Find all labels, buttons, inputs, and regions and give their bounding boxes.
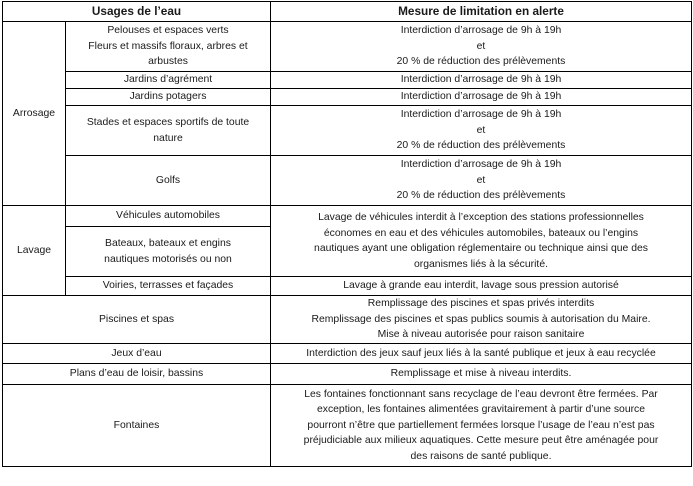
table-row: [3, 22, 692, 72]
measure-text: Remplissage des piscines et spas publics soumis à autorisation du Maire.: [311, 313, 651, 325]
measure-cell: [271, 106, 692, 156]
measure-text: Remplissage et mise à niveau interdits.: [390, 368, 572, 380]
usage-cell: [3, 385, 271, 467]
usage-text: Plans d’eau de loisir, bassins: [69, 368, 204, 380]
table-row: [3, 385, 692, 467]
table-header-row: [3, 2, 692, 22]
table-row: [3, 206, 692, 227]
measure-text: nautiques ayant une obligation réglementaire ou technique ainsi que des: [314, 243, 648, 254]
column-header-usage: Usages de l’eau: [3, 2, 271, 22]
measure-text: Les fontaines fonctionnant sans recyclage de l’eau devront être fermées. Par: [304, 388, 658, 400]
usage-text: Véhicules automobiles: [116, 210, 220, 222]
usage-text: Voiries, terrasses et façades: [102, 280, 234, 292]
usage-text: Stades et espaces sportifs de toute: [86, 117, 250, 128]
usage-cell: [66, 22, 271, 72]
measure-cell: [271, 206, 692, 277]
usage-text: Golfs: [155, 174, 181, 186]
measure-cell: [271, 22, 692, 72]
measure-cell: [271, 385, 692, 467]
measure-text: 20 % de réduction des prélèvements: [396, 190, 566, 202]
usage-text: Fontaines: [113, 419, 160, 431]
usage-cell: [66, 156, 271, 206]
measure-text: Interdiction d’arrosage de 9h à 19h: [400, 91, 562, 103]
water-restrictions-table: [2, 1, 692, 467]
usage-text: arbustes: [148, 56, 188, 68]
measure-text: Interdiction d’arrosage de 9h à 19h: [400, 109, 562, 121]
measure-text: Interdiction d’arrosage de 9h à 19h: [400, 25, 562, 37]
measure-text: et: [476, 40, 486, 52]
measure-text: préjudiciable aux milieux aquatiques. Cette mesure peut être aménagée pour: [303, 435, 659, 447]
usage-text: nature: [153, 132, 183, 144]
measure-text: exception, les fontaines alimentées gravitairement à partir d’une source: [316, 404, 646, 416]
usage-text: Jardins d’agrément: [123, 74, 213, 86]
usage-text: Jardins potagers: [129, 91, 207, 103]
table-row: [3, 296, 692, 344]
measure-text: économes en eau et des véhicules automobiles, bateaux ou l’engins: [323, 227, 639, 239]
usage-text: Pelouses et espaces verts: [107, 25, 229, 37]
measure-text: Mise à niveau autorisée pour raison sanitaire: [377, 329, 585, 341]
measure-text: 20 % de réduction des prélèvements: [396, 140, 566, 152]
usage-cell: [66, 89, 271, 106]
table-row: [3, 277, 692, 296]
measure-text: Remplissage des piscines et spas privés interdits: [367, 298, 595, 310]
measure-cell: [271, 72, 692, 89]
measure-cell: [271, 277, 692, 296]
measure-text: et: [476, 124, 486, 136]
table-row: [3, 156, 692, 206]
table-row: [3, 344, 692, 364]
measure-text: 20 % de réduction des prélèvements: [396, 56, 566, 68]
measure-text: Lavage de véhicules interdit à l’exception des stations professionnelles: [318, 212, 644, 223]
usage-cell: [3, 344, 271, 364]
measure-cell: [271, 296, 692, 344]
measure-text: pourront n’être que partiellement fermées lorsque l’usage de l’eau n’est pas: [307, 419, 655, 431]
measure-cell: [271, 89, 692, 106]
usage-cell: [66, 106, 271, 156]
measure-text: Lavage à grande eau interdit, lavage sous pression autorisé: [343, 280, 619, 292]
usage-cell: [66, 206, 271, 227]
measure-cell: [271, 344, 692, 364]
measure-cell: [271, 364, 692, 385]
measure-text: des raisons de santé publique.: [410, 450, 552, 462]
usage-cell: [66, 227, 271, 277]
measure-text: Interdiction des jeux sauf jeux liés à la santé publique et jeux à eau recyclée: [306, 347, 656, 359]
usage-cell: [3, 364, 271, 385]
measure-cell: [271, 156, 692, 206]
usage-text: Piscines et spas: [98, 313, 175, 325]
column-header-measure: Mesure de limitation en alerte: [271, 2, 692, 22]
usage-cell: [66, 72, 271, 89]
measure-text: organismes liés à la sécurité.: [414, 258, 548, 270]
usage-text: Fleurs et massifs floraux, arbres et: [88, 40, 248, 52]
measure-text: et: [476, 174, 486, 186]
usage-cell: [66, 277, 271, 296]
usage-text: Bateaux, bateaux et engins: [105, 238, 231, 249]
group-label-lavage: Lavage: [3, 206, 66, 296]
table-row: [3, 364, 692, 385]
table-row: [3, 89, 692, 106]
usage-text: Jeux d’eau: [111, 347, 162, 359]
group-label-arrosage: Arrosage: [3, 22, 66, 206]
table-row: [3, 72, 692, 89]
table-row: [3, 106, 692, 156]
measure-text: Interdiction d’arrosage de 9h à 19h: [400, 159, 562, 171]
measure-text: Interdiction d’arrosage de 9h à 19h: [400, 74, 562, 86]
usage-cell: [3, 296, 271, 344]
usage-text: nautiques motorisés ou non: [104, 253, 232, 265]
